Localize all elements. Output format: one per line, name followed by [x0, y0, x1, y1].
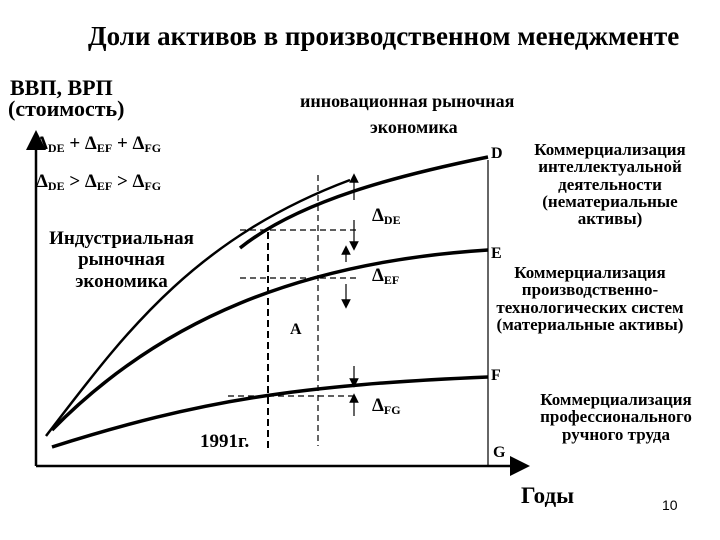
note-intellectual-activity: Коммерциализация интеллектуальной деятельности (нематериальные активы) [534, 140, 686, 229]
delta-ef-label: $\Delta_{EF}$ [372, 265, 400, 287]
point-d-label: D [491, 145, 503, 162]
curve-e [52, 250, 488, 430]
innovation-economy-label-line1: инновационная рыночная [300, 91, 515, 111]
page-title: Доли активов в производственном менеджменте [88, 21, 680, 51]
note-manual-labor: Коммерциализация профессионального ручного труда [540, 390, 692, 444]
delta-sum-formula: $\Delta_{DE} + \Delta_{EF} + \Delta_{FG}$ [36, 133, 162, 155]
industrial-curve [46, 180, 350, 436]
delta-de-label: $\Delta_{DE}$ [372, 205, 401, 227]
delta-fg-label: $\Delta_{FG}$ [372, 395, 401, 417]
y-axis-label-value: (стоимость) [8, 96, 125, 121]
x-axis-label: Годы [521, 483, 575, 508]
point-a-label: A [290, 321, 302, 338]
curve-f [52, 377, 488, 447]
point-f-label: F [491, 367, 501, 384]
y-axis-label-gdp: ВВП, ВРП [10, 75, 113, 100]
page-number: 10 [662, 497, 678, 513]
industrial-economy-label: Индустриальная рыночная экономика [49, 228, 194, 292]
curve-d [240, 157, 488, 248]
point-g-label: G [493, 444, 506, 461]
note-production-systems: Коммерциализация производственно-технологических систем (материальные активы) [496, 263, 684, 334]
delta-inequality-formula: $\Delta_{DE} > \Delta_{EF} > \Delta_{FG}$ [36, 171, 162, 193]
point-e-label: E [491, 245, 502, 262]
innovation-economy-label-line2: экономика [370, 117, 458, 137]
year-1991-label: 1991г. [200, 431, 250, 452]
